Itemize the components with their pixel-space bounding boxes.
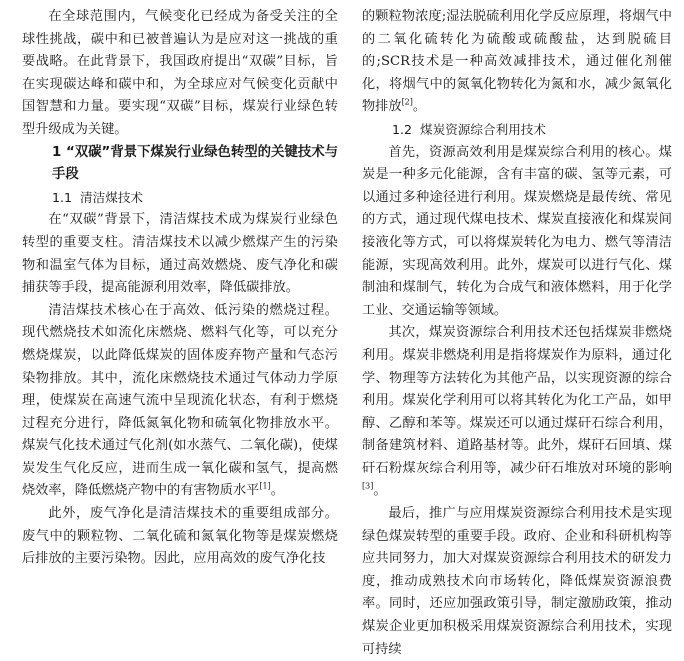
subsection-number: 1.2 (392, 121, 413, 137)
paragraph-text: 清洁煤技术核心在于高效、低污染的燃烧过程。现代燃烧技术如流化床燃烧、燃料气化等，可以充分燃烧煤炭，以此降低煤炭的固体废弃物产量和气态污染物排放。其中，流化床燃烧技术通过气体动力学原理，使煤炭在高速气流中呈现流化状态，有利于燃烧过程充分进行，降低氮氧化物和硫氧化物排放水平。煤炭气化技术通过气化剂(如水蒸气、二氧化碳)，使煤炭发生气化反应，进而生成一氧化碳和氢气，提高燃烧效率，降低燃烧产物中的有害物质水平 (22, 302, 338, 499)
body-paragraph (22, 300, 338, 503)
left-column (22, 0, 339, 567)
body-paragraph: 此外，废气净化是清洁煤技术的重要组成部分。废气中的颗粒物、二氧化硫和氮氧化物等是煤炭燃烧后排放的主要污染物。因此，应用高效的废气净化技 (22, 506, 338, 567)
subsection-heading-1-2 (362, 119, 672, 142)
intro-paragraph: 在全球范围内，气候变化已经成为备受关注的全球性挑战，碳中和已被普遍认为是应对这一挑战的重要战略。在此背景下，我国政府提出“双碳”目标，旨在实现碳达峰和碳中和，为全球应对气候变化贡献中国智慧和力量。要实现“双碳”目标，煤炭行业绿色转型升级成为关键。 (22, 9, 338, 137)
subsection-heading-1-1 (22, 187, 338, 210)
subsection-number: 1.1 (52, 189, 73, 205)
subsection-title: 煤炭资源综合利用技术 (420, 121, 546, 137)
paragraph-text: 的颗粒物浓度;湿法脱硫利用化学反应原理，将烟气中的二氧化硫转化为硫酸或硫酸盐，达到脱硫目的;SCR技术是一种高效减排技术，通过催化剂催化，将烟气中的氮氧化物转化为氮和水，减少氮氧化物排放 (362, 9, 672, 115)
body-paragraph: 首先，资源高效利用是煤炭综合利用的核心。煤炭是一种多元化能源，含有丰富的碳、氢等元素，可以通过多种途径进行利用。煤炭燃烧是最传统、常见的方式，通过现代煤电技术、煤炭直接液化和煤炭间接液化等方式，可以将煤炭转化为电力、燃气等清洁能源，实现高效利用。此外，煤炭可以进行气化、煤制油和煤制气，转化为合成气和液体燃料，用于化学工业、交通运输等领域。 (362, 144, 672, 318)
paragraph-text: 其次，煤炭资源综合利用技术还包括煤炭非燃烧利用。煤炭非燃烧利用是指将煤炭作为原料，通过化学、物理等方法转化为其他产品，以实现资源的综合利用。煤炭化学利用可以将其转化为化工产品，如甲醇、乙醇和苯等。煤炭还可以通过煤矸石综合利用，制备建筑材料、道路基材等。此外，煤矸石回填、煤矸石粉煤灰综合利用等，减少矸石堆放对环境的影响 (362, 325, 672, 476)
citation-ref: [2] (401, 97, 413, 107)
paragraph-end: 。 (412, 99, 427, 115)
body-paragraph: 最后，推广与应用煤炭资源综合利用技术是实现绿色煤炭转型的重要手段。政府、企业和科研机构等应共同努力，加大对煤炭资源综合利用技术的研发力度，推动成熟技术向市场转化，降低煤炭资源浪费率。同时，还应加强政策引导，制定激励政策，推动煤炭企业更加积极采用煤炭资源综合利用技术，实现可持续 (362, 506, 672, 657)
citation-ref: [3] (362, 482, 374, 492)
subsection-title: 清洁煤技术 (80, 189, 143, 205)
body-paragraph: 在“双碳”背景下，清洁煤技术成为煤炭行业绿色转型的重要支柱。清洁煤技术以减少燃煤产生的污染物和温室气体为目标，通过高效燃烧、废气净化和碳捕获等手段，提高能源利用效率，降低碳排放。 (22, 212, 338, 296)
paragraph-end: 。 (373, 483, 387, 499)
citation-ref: [1] (259, 482, 271, 492)
paragraph-end: 。 (270, 483, 284, 499)
right-column (362, 0, 672, 657)
body-paragraph (362, 322, 672, 503)
section-heading: 1 “双碳”背景下煤炭行业绿色转型的关键技术与手段 (52, 144, 339, 183)
continued-paragraph (362, 6, 672, 119)
